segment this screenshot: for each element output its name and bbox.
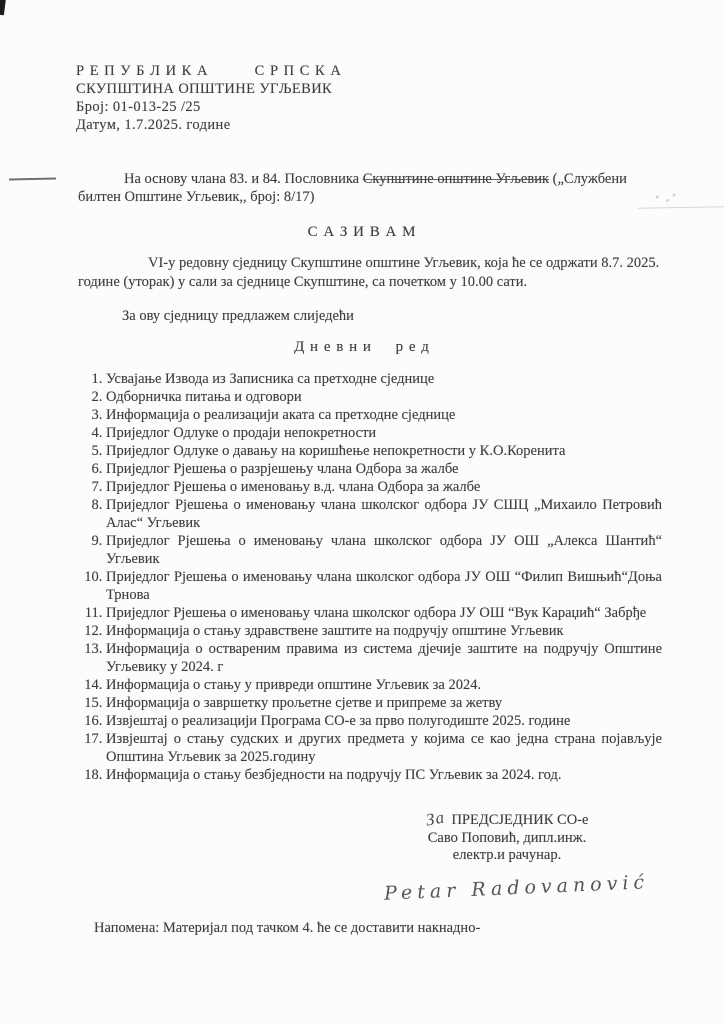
president-profession: електр.и рачунар.	[452, 847, 562, 863]
scan-dash-artifact	[9, 178, 56, 181]
agenda-list	[80, 370, 662, 784]
agenda-item: 1. Усвајање Извода из Записника са претходне сједнице	[106, 370, 662, 388]
legal-basis-part2: („Службени билтен Општине Угљевик,, број: 8/17)	[78, 171, 627, 205]
signature-block	[362, 807, 652, 865]
legal-basis-part1: На основу члана 83. и 84. Пословника	[124, 171, 363, 187]
agenda-item: 10. Приједлог Рјешења о именовању члана школског одбора ЈУ ОШ “Филип Вишњић“Доња Трнова	[106, 568, 662, 604]
legal-basis-struck-text: Скупштине општине Угљевик	[362, 171, 550, 187]
agenda-item: 5. Приједлог Одлуке о давању на коришћење непокретности у К.О.Коренита	[106, 442, 662, 460]
convocation-title: С А З И В А М	[307, 224, 417, 240]
legal-basis-paragraph	[78, 170, 666, 206]
agenda-item: 8. Приједлог Рјешења о именовању члана школског одбора ЈУ СШЦ „Михаило Петровић Алас“ Угљевик	[106, 496, 662, 532]
agenda-item: 7. Приједлог Рјешења о именовању в.д. члана Одбора за жалбе	[106, 478, 662, 496]
agenda-item: 11. Приједлог Рјешења о именовању члана школског одбора ЈУ ОШ “Вук Караџић“ Забрђе	[106, 604, 662, 622]
agenda-item: 13. Информација о оствареним правима из система дјечије заштите на подручју Општине Угљевику у 2024. г	[106, 640, 662, 676]
agenda-item: 3. Информација о реализацији аката са претходне сједнице	[106, 406, 662, 424]
republic-title: Р Е П У Б Л И К А С Р П С К А	[76, 63, 342, 79]
president-name: Саво Поповић, дипл.инж.	[427, 829, 587, 846]
president-title: ПРЕДСЈЕДНИК СО-е	[451, 812, 589, 828]
agenda-item: 18. Информација о стању безбједности на подручју ПС Угљевик за 2024. год.	[106, 766, 662, 784]
agenda-item: 12. Информација о стању здравствене заштите на подручју општине Угљевик	[106, 622, 662, 640]
assembly-title: СКУПШТИНА ОПШТИНЕ УГЉЕВИК	[76, 81, 333, 97]
document-number: Број: 01-013-25 /25	[76, 99, 201, 115]
document-header	[76, 62, 724, 134]
proposal-line: За ову сједницу предлажем слиједећи	[122, 308, 354, 324]
scan-line-artifact	[638, 206, 724, 209]
signature-title-line	[362, 807, 652, 830]
agenda-item: 15. Информација о завршетку прољетне сјетве и припреме за жетву	[106, 694, 662, 712]
handwritten-za-mark: За	[423, 807, 446, 830]
session-paragraph: VI-у редовну сједницу Скупштине општине Угљевик, која ће се одржати 8.7. 2025. године (уторак) у сали за сједнице Скупштине, са почетком у 10.00 сати.	[78, 255, 660, 290]
agenda-item: 4. Приједлог Одлуке о продаји непокретности	[106, 424, 662, 442]
agenda-item: 6. Приједлог Рјешења о разрјешењу члана Одбора за жалбе	[106, 460, 662, 478]
handwritten-signature: Petar Radovanović	[383, 870, 650, 905]
agenda-item: 9. Приједлог Рјешења о именовању члана школског одбора ЈУ ОШ „Алекса Шантић“ Угљевик	[106, 532, 662, 568]
footnote: Напомена: Материјал под тачком 4. ће се доставити накнадно-	[94, 919, 481, 936]
agenda-item: 16. Извјештај о реализацији Програма СО-е за прво полугодиште 2025. године	[106, 712, 662, 730]
scan-corner-artifact	[0, 0, 6, 15]
document-date: Датум, 1.7.2025. године	[76, 117, 231, 133]
agenda-item: 2. Одборничка питања и одговори	[106, 388, 662, 406]
agenda-item: 14. Информација о стању у привреди општине Угљевик за 2024.	[106, 676, 662, 694]
scan-smudge-artifact	[652, 192, 678, 204]
agenda-item: 17. Извјештај о стању судских и других предмета у којима се као једна страна појављује Општина Угљевик за 2025.годину	[106, 730, 662, 766]
agenda-title: Д н е в н и р е д	[294, 339, 430, 355]
